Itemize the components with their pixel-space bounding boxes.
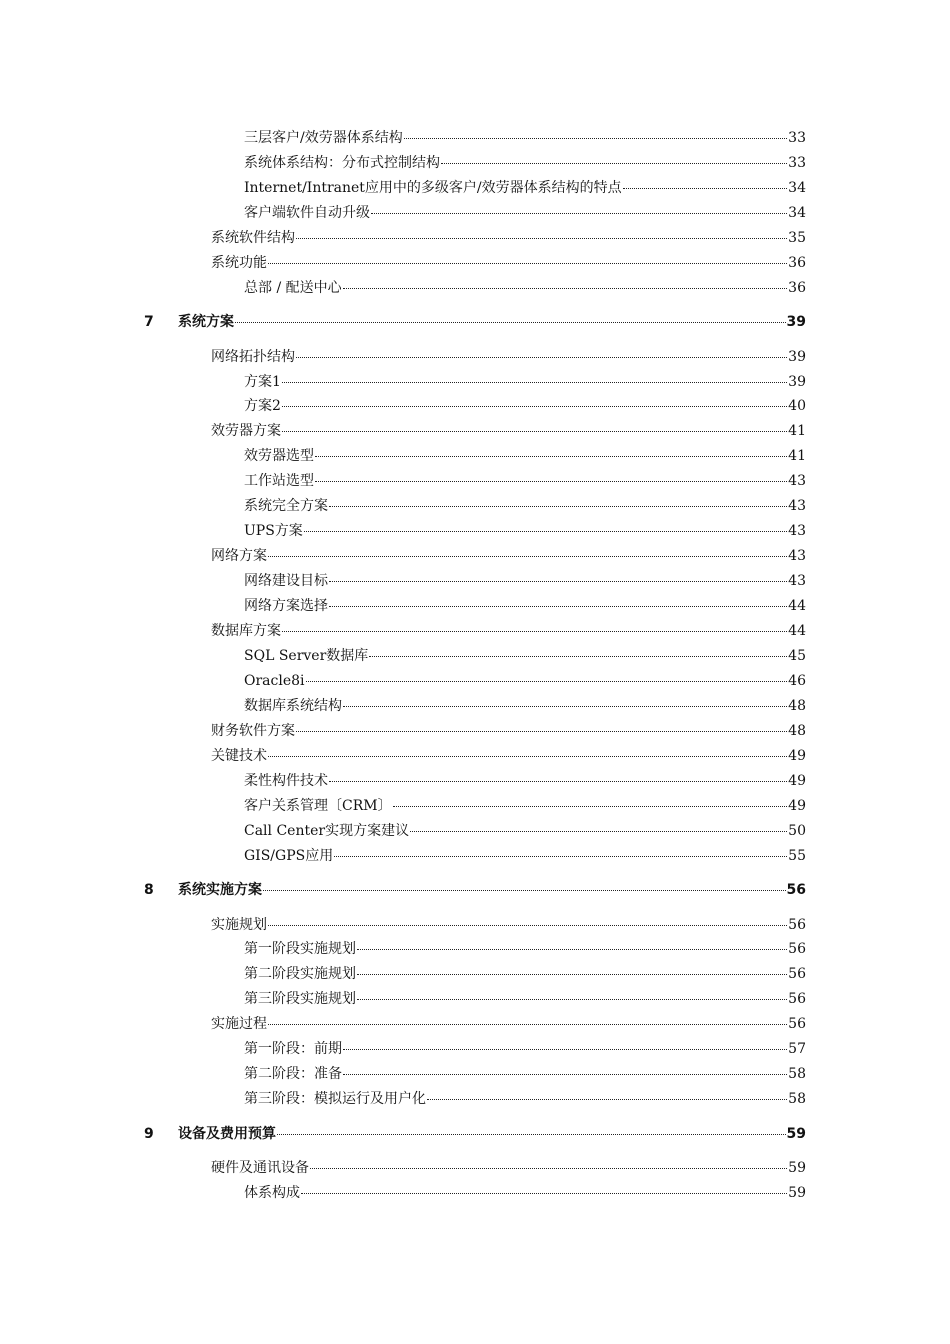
toc-page-number: 46 [788, 673, 806, 689]
toc-page-number: 56 [788, 941, 806, 957]
toc-dot-leader [263, 890, 786, 891]
toc-entry-label: 系统软件结构 [211, 230, 295, 246]
toc-entry[interactable] [244, 963, 806, 985]
toc-entry[interactable] [244, 670, 806, 692]
toc-entry-label: 工作站选型 [244, 473, 314, 489]
toc-page-number: 33 [788, 130, 806, 146]
toc-dot-leader [268, 556, 787, 557]
toc-page-number: 58 [788, 1091, 806, 1107]
toc-dot-leader [301, 1193, 787, 1194]
toc-chapter-number: 7 [144, 314, 154, 330]
toc-entry[interactable] [211, 720, 806, 742]
toc-entry[interactable] [244, 445, 806, 467]
toc-dot-leader [371, 213, 787, 214]
toc-entry[interactable] [244, 845, 806, 867]
toc-entry-label: 实施规划 [211, 917, 267, 933]
toc-page-number: 43 [788, 523, 806, 539]
toc-dot-leader [343, 1074, 787, 1075]
toc-dot-leader [304, 531, 787, 532]
toc-dot-leader [404, 138, 787, 139]
toc-page-number: 39 [786, 314, 806, 330]
toc-page-number: 35 [788, 230, 806, 246]
toc-dot-leader [369, 656, 787, 657]
toc-entry-label: Internet/Intranet应用中的多级客户/效劳器体系结构的特点 [244, 180, 622, 196]
toc-entry-label: 数据库方案 [211, 623, 281, 639]
toc-dot-leader [282, 406, 787, 407]
toc-entry[interactable] [244, 570, 806, 592]
toc-entry-label: Oracle8i [244, 673, 305, 689]
toc-entry-label: 第一阶段实施规划 [244, 941, 356, 957]
toc-page-number: 44 [788, 598, 806, 614]
toc-entry-label: 系统完全方案 [244, 498, 328, 514]
toc-page-number: 43 [788, 473, 806, 489]
toc-dot-leader [235, 322, 786, 323]
toc-dot-leader [357, 999, 787, 1000]
toc-page-number: 41 [788, 423, 806, 439]
toc-page-number: 56 [788, 966, 806, 982]
toc-dot-leader [310, 1168, 787, 1169]
toc-chapter-number: 9 [144, 1126, 154, 1142]
toc-dot-leader [282, 431, 787, 432]
toc-page-number: 34 [788, 180, 806, 196]
toc-entry-label: 方案2 [244, 398, 281, 414]
toc-entry-label: 实施过程 [211, 1016, 267, 1032]
toc-dot-leader [268, 925, 787, 926]
toc-entry[interactable] [244, 1063, 806, 1085]
toc-entry-label: 系统实施方案 [178, 882, 262, 898]
toc-page-number: 56 [788, 917, 806, 933]
toc-entry-label: 网络方案 [211, 548, 267, 564]
toc-entry[interactable] [244, 395, 806, 417]
toc-entry[interactable] [211, 620, 806, 642]
toc-dot-leader [296, 238, 787, 239]
toc-page-number: 48 [788, 723, 806, 739]
toc-page-number: 49 [788, 748, 806, 764]
toc-page-number: 41 [788, 448, 806, 464]
toc-entry[interactable] [244, 495, 806, 517]
toc-dot-leader [282, 631, 787, 632]
toc-page-number: 56 [788, 991, 806, 1007]
toc-chapter-entry[interactable] [144, 1123, 806, 1145]
toc-page-number: 56 [788, 1016, 806, 1032]
toc-page-number: 56 [786, 882, 806, 898]
toc-entry[interactable] [244, 202, 806, 224]
toc-entry-label: 网络拓扑结构 [211, 349, 295, 365]
toc-entry[interactable] [244, 988, 806, 1010]
toc-page-number: 48 [788, 698, 806, 714]
toc-entry[interactable] [244, 127, 806, 149]
toc-entry-label: 网络建设目标 [244, 573, 328, 589]
toc-entry[interactable] [244, 177, 806, 199]
toc-chapter-number: 8 [144, 882, 154, 898]
toc-page-number: 43 [788, 548, 806, 564]
toc-dot-leader [329, 581, 787, 582]
toc-entry-label: 体系构成 [244, 1185, 300, 1201]
toc-entry[interactable] [244, 595, 806, 617]
toc-entry-label: 网络方案选择 [244, 598, 328, 614]
toc-entry-label: 第三阶段实施规划 [244, 991, 356, 1007]
toc-entry-label: 第二阶段：准备 [244, 1066, 342, 1082]
toc-dot-leader [623, 188, 788, 189]
toc-entry-label: GIS/GPS应用 [244, 848, 334, 864]
toc-entry-label: 系统体系结构：分布式控制结构 [244, 155, 440, 171]
toc-entry[interactable] [211, 1157, 806, 1179]
toc-chapter-entry[interactable] [144, 311, 806, 333]
toc-dot-leader [282, 382, 787, 383]
toc-dot-leader [357, 949, 787, 950]
toc-entry-label: 客户端软件自动升级 [244, 205, 370, 221]
toc-page-number: 43 [788, 498, 806, 514]
toc-dot-leader [268, 756, 787, 757]
toc-entry[interactable] [244, 520, 806, 542]
toc-page-number: 44 [788, 623, 806, 639]
toc-entry-label: 第一阶段：前期 [244, 1041, 342, 1057]
toc-dot-leader [315, 456, 787, 457]
toc-entry[interactable] [244, 938, 806, 960]
toc-page-number: 50 [788, 823, 806, 839]
toc-entry-label: 三层客户/效劳器体系结构 [244, 130, 403, 146]
toc-page-number: 59 [788, 1160, 806, 1176]
toc-dot-leader [277, 1134, 786, 1135]
toc-entry-label: 第三阶段：模拟运行及用户化 [244, 1091, 426, 1107]
toc-entry[interactable] [211, 346, 806, 368]
toc-page-number: 36 [788, 280, 806, 296]
toc-entry-label: 财务软件方案 [211, 723, 295, 739]
toc-page-number: 55 [788, 848, 806, 864]
toc-page-number: 57 [788, 1041, 806, 1057]
toc-entry-label: 总部 / 配送中心 [244, 280, 342, 296]
toc-entry-label: 客户关系管理〔CRM〕 [244, 798, 392, 814]
toc-page-number: 43 [788, 573, 806, 589]
toc-dot-leader [343, 288, 788, 289]
toc-dot-leader [343, 706, 787, 707]
toc-entry-label: 硬件及通讯设备 [211, 1160, 309, 1176]
toc-dot-leader [343, 1049, 787, 1050]
toc-entry[interactable] [244, 645, 806, 667]
toc-page-number: 49 [788, 798, 806, 814]
toc-entry-label: 数据库系统结构 [244, 698, 342, 714]
toc-page-number: 45 [788, 648, 806, 664]
toc-entry[interactable] [211, 252, 806, 274]
toc-entry[interactable] [244, 1182, 806, 1204]
toc-page-number: 39 [788, 349, 806, 365]
toc-chapter-entry[interactable] [144, 879, 806, 901]
toc-entry[interactable] [244, 795, 806, 817]
toc-dot-leader [427, 1099, 787, 1100]
toc-dot-leader [268, 263, 787, 264]
toc-entry-label: UPS方案 [244, 523, 303, 539]
toc-dot-leader [315, 481, 787, 482]
toc-entry[interactable] [244, 277, 806, 299]
toc-dot-leader [268, 1024, 787, 1025]
toc-entry[interactable] [211, 745, 806, 767]
toc-entry[interactable] [244, 470, 806, 492]
toc-page-number: 59 [788, 1185, 806, 1201]
toc-entry-label: 系统功能 [211, 255, 267, 271]
toc-entry[interactable] [244, 1088, 806, 1110]
toc-entry-label: 关键技术 [211, 748, 267, 764]
toc-entry[interactable] [211, 420, 806, 442]
toc-entry-label: 效劳器方案 [211, 423, 281, 439]
toc-entry[interactable] [211, 227, 806, 249]
toc-dot-leader [296, 357, 787, 358]
toc-entry[interactable] [211, 914, 806, 936]
toc-entry[interactable] [244, 820, 806, 842]
toc-dot-leader [306, 681, 788, 682]
toc-dot-leader [334, 856, 787, 857]
toc-entry-label: 系统方案 [178, 314, 234, 330]
toc-entry[interactable] [211, 1013, 806, 1035]
toc-dot-leader [296, 731, 787, 732]
toc-page-number: 39 [788, 374, 806, 390]
toc-entry[interactable] [244, 770, 806, 792]
toc-page-number: 59 [786, 1126, 806, 1142]
toc-entry-label: Call Center实现方案建议 [244, 823, 410, 839]
toc-page-number: 36 [788, 255, 806, 271]
toc-dot-leader [393, 806, 788, 807]
toc-page-number: 34 [788, 205, 806, 221]
toc-dot-leader [357, 974, 787, 975]
toc-dot-leader [329, 781, 787, 782]
toc-page-number: 58 [788, 1066, 806, 1082]
toc-page-number: 33 [788, 155, 806, 171]
toc-entry[interactable] [244, 1038, 806, 1060]
toc-entry-label: 设备及费用预算 [178, 1126, 276, 1142]
toc-entry[interactable] [211, 545, 806, 567]
toc-dot-leader [329, 506, 787, 507]
toc-entry-label: 第二阶段实施规划 [244, 966, 356, 982]
toc-entry-label: 方案1 [244, 374, 281, 390]
toc-entry-label: 效劳器选型 [244, 448, 314, 464]
toc-entry-label: 柔性构件技术 [244, 773, 328, 789]
toc-entry-label: SQL Server数据库 [244, 648, 369, 664]
toc-entry[interactable] [244, 152, 806, 174]
toc-page-number: 49 [788, 773, 806, 789]
toc-dot-leader [441, 163, 787, 164]
toc-dot-leader [410, 831, 787, 832]
toc-dot-leader [329, 606, 787, 607]
toc-entry[interactable] [244, 695, 806, 717]
toc-entry[interactable] [244, 371, 806, 393]
toc-page-number: 40 [788, 398, 806, 414]
